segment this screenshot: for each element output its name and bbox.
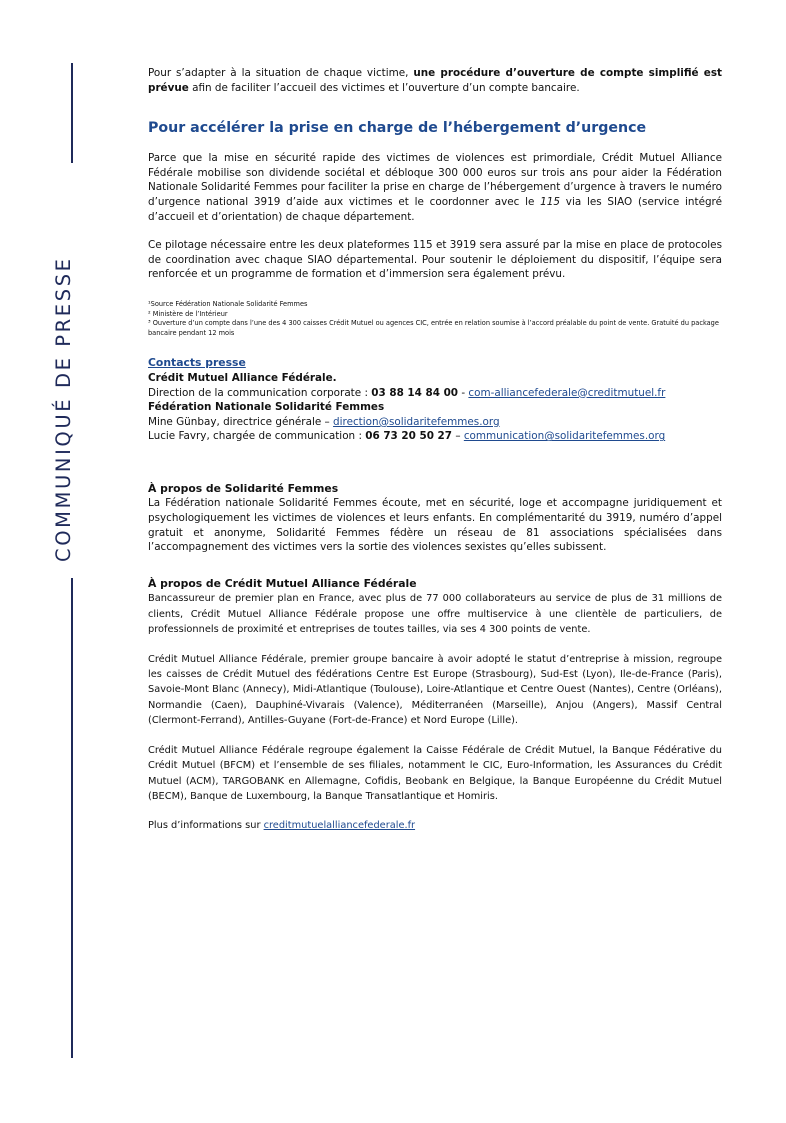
footnote-2: ² Ministère de l’Intérieur — [148, 309, 228, 318]
sidebar-rule-bottom — [71, 578, 73, 1058]
section-heading: Pour accélérer la prise en charge de l’hébergement d’urgence — [148, 120, 647, 137]
website-link[interactable]: creditmutuelalliancefederale.fr — [263, 820, 416, 832]
contact-line-1: Direction de la communication corporate : 03 88 14 84 00 - com-alliancefederale@creditmutuel.fr — [148, 386, 666, 399]
contact-line-3: Lucie Favry, chargée de communication : 06 73 20 50 27 – communication@solidaritefemmes.org — [148, 430, 666, 443]
intro-emphasis: une procédure d’ouverture de compte simplifié est prévue — [148, 67, 722, 94]
email-link-cm[interactable]: com-alliancefederale@creditmutuel.fr — [468, 386, 666, 399]
about-cm-title: À propos de Crédit Mutuel Alliance Fédérale — [148, 576, 417, 590]
contact-line-2: Mine Günbay, directrice générale – direction@solidaritefemmes.org — [148, 415, 500, 428]
coordination-paragraph: Ce pilotage nécessaire entre les deux plateformes 115 et 3919 sera assuré par la mise en place de protocoles de coordination avec chaque SIAO départemental. Pour soutenir le déploiement du dispositif, l’équipe sera renforcée et un programme de formation et d’immersion sera également prévu. — [148, 239, 722, 281]
more-info: Plus d’informations sur creditmutuelalliancefederale.fr — [148, 820, 416, 832]
email-link-communication[interactable]: communication@solidaritefemmes.org — [463, 430, 666, 443]
contacts-block — [148, 371, 722, 444]
about-sf-text: La Fédération nationale Solidarité Femmes écoute, met en sécurité, loge et accompagne juridiquement et psychologiquement les victimes de violences et leurs enfants. En complémentarité du 3919, numéro d’appel gratuit et anonyme, Solidarité Femmes fédère un réseau de 81 associations spécialisées dans l’accompagnement des victimes vers la sortie des violences sexistes qu’elles subissent. — [148, 497, 722, 554]
document-body — [148, 66, 722, 834]
email-link-direction[interactable]: direction@solidaritefemmes.org — [333, 415, 500, 428]
about-cm-p3: Crédit Mutuel Alliance Fédérale regroupe également la Caisse Fédérale de Crédit Mutuel, la Banque Fédérative du Crédit Mutuel (BFCM) et l’ensemble de ses filiales, notamment le CIC, Euro-Information, les Assurances du Crédit Mutuel (ACM), TARGOBANK en Allemagne, Cofidis, Beobank en Belgique, la Banque Européenne du Crédit Mutuel (BECM), Banque de Luxembourg, la Banque Transatlantique et Homiris. — [148, 744, 722, 802]
press-release-label: COMMUNIQUÉ DE PRESSE — [52, 256, 75, 562]
funding-paragraph: Parce que la mise en sécurité rapide des victimes de violences est primordiale, Crédit Mutuel Alliance Fédérale mobilise son dividende sociétal et débloque 300 000 euros sur trois ans pour aider la Fédération Nationale Solidarité Femmes pour faciliter la prise en charge de l’hébergement d’urgence à travers le numéro d’urgence national 3919 d’aide aux victimes et le coordonner avec le 115 via les SIAO (service intégré d’accueil et d’orientation) de chaque département. — [148, 152, 722, 223]
about-sf-title: À propos de Solidarité Femmes — [148, 481, 339, 495]
about-cm-p2: Crédit Mutuel Alliance Fédérale, premier groupe bancaire à avoir adopté le statut d’entreprise à mission, regroupe les caisses de Crédit Mutuel des fédérations Centre Est Europe (Strasbourg), Sud-Est (Lyon), Ile-de-France (Paris), Savoie-Mont Blanc (Annecy), Midi-Atlantique (Toulouse), Loire-Atlantique et Centre Ouest (Nantes), Centre (Orléans), Normandie (Caen), Dauphiné-Vivarais (Valence), Méditerranéen (Marseille), Anjou (Angers), Massif Central (Clermont-Ferrand), Antilles-Guyane (Fort-de-France) et Nord Europe (Lille). — [148, 653, 722, 727]
contact-org-1: Crédit Mutuel Alliance Fédérale. — [148, 371, 337, 384]
sidebar-rule-top — [71, 63, 73, 163]
footnote-3: ³ Ouverture d’un compte dans l’une des 4 300 caisses Crédit Mutuel ou agences CIC, entrée en relation soumise à l’accord préalable du point de vente. Gratuité du package bancaire pendant 12 mois — [148, 319, 719, 337]
footnotes — [148, 300, 722, 338]
about-cm-p1: Bancassureur de premier plan en France, avec plus de 77 000 collaborateurs au service de plus de 31 millions de clients, Crédit Mutuel Alliance Fédérale propose une offre multiservice à une clientèle de particuliers, de professionnels de proximité et entreprises de toutes tailles, via ses 4 300 points de vente. — [148, 593, 722, 636]
footnote-1: ¹Source Fédération Nationale Solidarité Femmes — [148, 299, 308, 308]
intro-paragraph: Pour s’adapter à la situation de chaque victime, une procédure d’ouverture de compte simplifié est prévue afin de faciliter l’accueil des victimes et l’ouverture d’un compte bancaire. — [148, 67, 722, 94]
contacts-title: Contacts presse — [148, 356, 246, 370]
contact-org-2: Fédération Nationale Solidarité Femmes — [148, 401, 385, 414]
